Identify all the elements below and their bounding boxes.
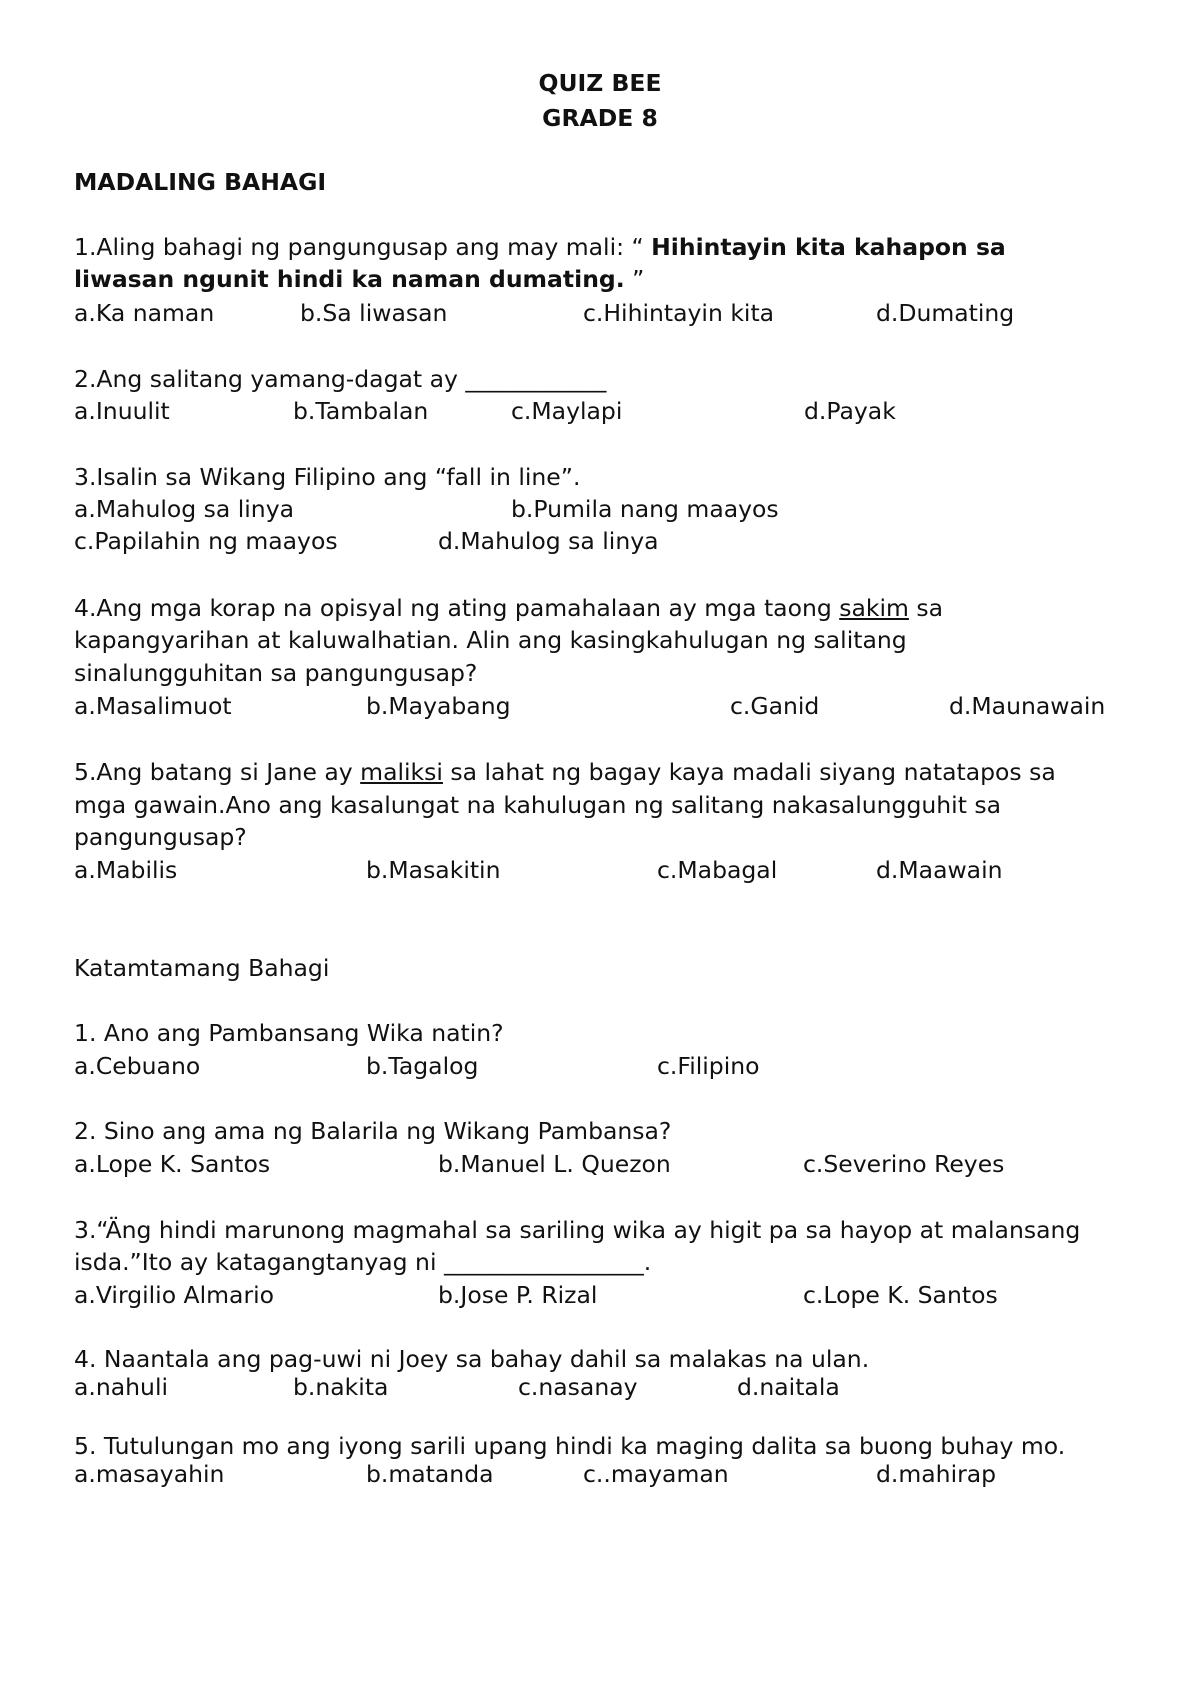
medium-q5-choice-c: c..mayaman [583, 1460, 729, 1488]
question-5-text-start: 5.Ang batang si Jane ay [74, 758, 361, 786]
q2-choice-b: b.Tambalan [293, 397, 429, 425]
question-1-suffix: ” [624, 265, 645, 293]
question-1-line-1 [74, 233, 1006, 261]
question-4-text-end: sa [908, 594, 944, 622]
medium-question-1-text: 1. Ano ang Pambansang Wika natin? [74, 1019, 504, 1047]
medium-q4-choice-b: b.nakita [293, 1373, 389, 1401]
medium-q1-choice-b: b.Tagalog [366, 1052, 479, 1080]
medium-q1-choice-c: c.Filipino [657, 1052, 760, 1080]
question-1-bold-sentence-1: Hihintayin kita kahapon sa [651, 233, 1006, 261]
q4-choice-d: d.Maunawain [949, 692, 1106, 720]
q1-choice-a: a.Ka naman [74, 299, 215, 327]
question-4-line-3: sinalungguhitan sa pangungusap? [74, 659, 478, 687]
medium-q5-choice-d: d.mahirap [876, 1460, 997, 1488]
q5-choice-b: b.Masakitin [366, 856, 501, 884]
question-2-text: 2.Ang salitang yamang-dagat ay ____________ [74, 365, 607, 393]
q3-choice-d: d.Mahulog sa linya [438, 527, 659, 555]
q4-choice-b: b.Mayabang [366, 692, 511, 720]
q4-choice-a: a.Masalimuot [74, 692, 232, 720]
q1-choice-d: d.Dumating [876, 299, 1015, 327]
medium-q4-choice-d: d.naitala [737, 1373, 840, 1401]
q3-choice-b: b.Pumila nang maayos [511, 495, 779, 523]
question-5-line-2: mga gawain.Ano ang kasalungat na kahulugan ng salitang nakasalungguhit sa [74, 791, 1002, 819]
quiz-title: QUIZ BEE [538, 69, 662, 97]
question-1-line-2 [74, 265, 645, 293]
underlined-word-sakim: sakim [839, 594, 909, 622]
medium-q2-choice-b: b.Manuel L. Quezon [438, 1150, 671, 1178]
question-4-text-start: 4.Ang mga korap na opisyal ng ating pamahalaan ay mga taong [74, 594, 840, 622]
medium-q4-choice-c: c.nasanay [518, 1373, 638, 1401]
medium-q5-choice-a: a.masayahin [74, 1460, 225, 1488]
question-1-bold-sentence-2: liwasan ngunit hindi ka naman dumating. [74, 265, 625, 293]
section-heading-easy: MADALING BAHAGI [74, 168, 327, 196]
question-5-line-1 [74, 758, 1056, 786]
q1-choice-c: c.Hihintayin kita [583, 299, 775, 327]
medium-question-5-text: 5. Tutulungan mo ang iyong sarili upang hindi ka maging dalita sa buong buhay mo. [74, 1432, 1066, 1460]
medium-q2-choice-a: a.Lope K. Santos [74, 1150, 271, 1178]
q4-choice-c: c.Ganid [730, 692, 820, 720]
question-4-line-1 [74, 594, 944, 622]
medium-question-4-text: 4. Naantala ang pag-uwi ni Joey sa bahay dahil sa malakas na ulan. [74, 1345, 870, 1373]
medium-q1-choice-a: a.Cebuano [74, 1052, 201, 1080]
q5-choice-d: d.Maawain [876, 856, 1003, 884]
underlined-word-maliksi: maliksi [360, 758, 443, 786]
grade-label: GRADE 8 [542, 104, 658, 132]
medium-question-2-text: 2. Sino ang ama ng Balarila ng Wikang Pambansa? [74, 1117, 672, 1145]
q3-choice-a: a.Mahulog sa linya [74, 495, 295, 523]
question-1-prefix: 1.Aling bahagi ng pangungusap ang may mali: “ [74, 233, 652, 261]
q2-choice-a: a.Inuulit [74, 397, 170, 425]
question-5-text-end: sa lahat ng bagay kaya madali siyang natatapos sa [442, 758, 1056, 786]
question-4-line-2: kapangyarihan at kaluwalhatian. Alin ang kasingkahulugan ng salitang [74, 626, 907, 654]
medium-q2-choice-c: c.Severino Reyes [803, 1150, 1005, 1178]
section-heading-medium: Katamtamang Bahagi [74, 954, 330, 982]
q2-choice-d: d.Payak [804, 397, 896, 425]
q1-choice-b: b.Sa liwasan [300, 299, 448, 327]
q5-choice-a: a.Mabilis [74, 856, 178, 884]
medium-question-3-line-2: isda.”Ito ay katagangtanyag ni _________________. [74, 1248, 652, 1276]
q2-choice-c: c.Maylapi [511, 397, 623, 425]
medium-q3-choice-b: b.Jose P. Rizal [438, 1281, 598, 1309]
question-5-line-3: pangungusap? [74, 823, 247, 851]
question-3-text: 3.Isalin sa Wikang Filipino ang “fall in line”. [74, 463, 581, 491]
q5-choice-c: c.Mabagal [657, 856, 778, 884]
medium-q4-choice-a: a.nahuli [74, 1373, 169, 1401]
medium-q5-choice-b: b.matanda [366, 1460, 494, 1488]
medium-q3-choice-a: a.Virgilio Almario [74, 1281, 275, 1309]
medium-q3-choice-c: c.Lope K. Santos [803, 1281, 998, 1309]
q3-choice-c: c.Papilahin ng maayos [74, 527, 338, 555]
medium-question-3-line-1: 3.“Äng hindi marunong magmahal sa sariling wika ay higit pa sa hayop at malansang [74, 1216, 1081, 1244]
